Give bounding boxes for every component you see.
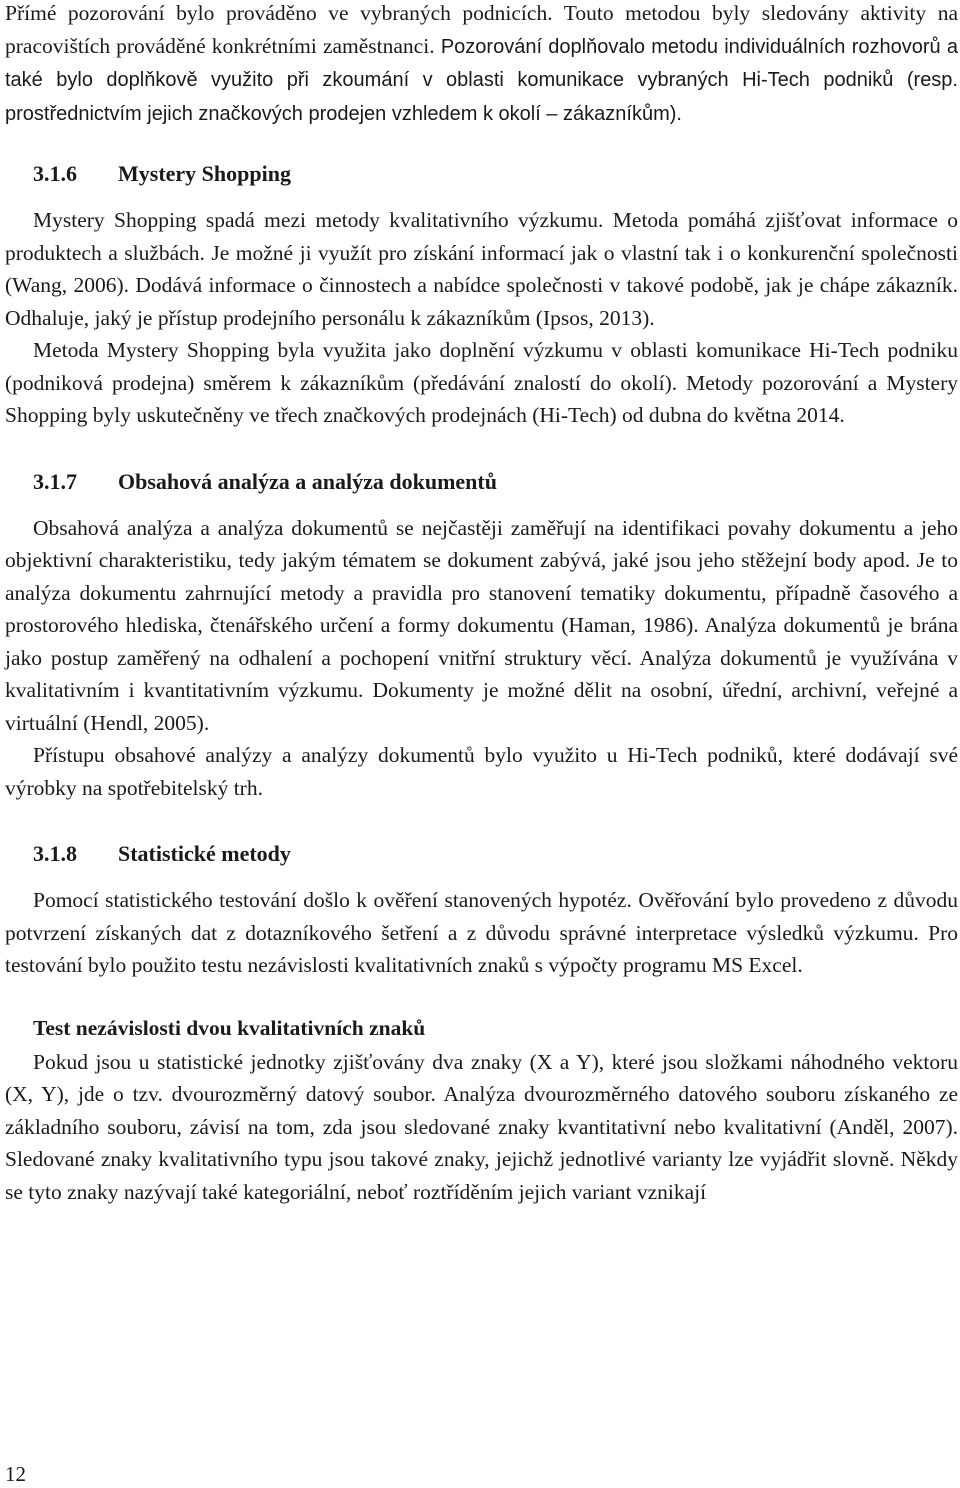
section-number: 3.1.6 — [33, 161, 77, 186]
intro-paragraph — [5, 0, 958, 130]
section-heading-3-1-7 — [33, 466, 958, 498]
mystery-shopping-paragraph-2: Metoda Mystery Shopping byla využita jako doplnění výzkumu v oblasti komunikace Hi-Tech podniku (podniková prodejna) směrem k zákazníkům (předávání znalostí do okolí). Metody pozorování a Mystery Shopping byly uskutečněny ve třech značkových prodejnách (Hi-Tech) od dubna do května 2014. — [5, 338, 958, 427]
section-title: Obsahová analýza a analýza dokumentů — [118, 468, 497, 494]
section-title: Mystery Shopping — [118, 161, 291, 186]
independence-test-paragraph: Pokud jsou u statistické jednotky zjišťovány dva znaky (X a Y), které jsou složkami náhodného vektoru (X, Y), jde o tzv. dvourozměrný datový soubor. Analýza dvourozměrného datového souboru získaného ze základního souboru, závisí na tom, zda jsou sledované znaky kvantitativní nebo kvalitativní (Anděl, 2007). Sledované znaky kvalitativního typu jsou takové znaky, jejichž jednotlivé varianty lze vyjádřit slovně. Někdy se tyto znaky nazývají také kategoriální, neboť roztříděním jejich variant vznikají — [5, 1049, 958, 1204]
content-analysis-paragraph-2: Přístupu obsahové analýzy a analýzy dokumentů bylo využito u Hi-Tech podniků, které dodávají své výrobky na spotřebitelský trh. — [5, 743, 958, 800]
document-page — [5, 0, 958, 1208]
section-heading-3-1-8 — [33, 838, 958, 870]
mystery-shopping-paragraph-1: Mystery Shopping spadá mezi metody kvalitativního výzkumu. Metoda pomáhá zjišťovat informace o produktech a službách. Je možné ji využít pro získání informací jak o vlastní tak i o konkurenční společnosti (Wang, 2006). Dodává informace o činnostech a nabídce společnosti v takové podobě, jak je chápe zákazník. Odhaluje, jaký je přístup prodejního personálu k zákazníkům (Ipsos, 2013). — [5, 208, 958, 330]
section-title: Statistické metody — [118, 841, 291, 866]
statistics-paragraph-1: Pomocí statistického testování došlo k ověření stanovených hypotéz. Ověřování bylo provedeno z důvodu potvrzení získaných dat z dotazníkového šetření a z důvodu správné interpretace výsledků výzkumu. Pro testování bylo použito testu nezávislosti kvalitativních znaků s výpočty programu MS Excel. — [5, 888, 958, 977]
subsection-heading: Test nezávislosti dvou kvalitativních znaků — [33, 1015, 426, 1040]
section-number: 3.1.8 — [33, 841, 77, 866]
intro-sentence-2: Pozorování doplňovalo metodu individuálních rozhovorů a také bylo doplňkově využito při zkoumání v oblasti komunikace vybraných Hi-Tech podniků (resp. prostřednictvím jejich značkových prodejen vzhledem k okolí – zákazníkům). — [5, 35, 959, 125]
content-analysis-paragraph-1: Obsahová analýza a analýza dokumentů se nejčastěji zaměřují na identifikaci povahy dokumentu a jeho objektivní charakteristiku, tedy jakým tématem se dokument zabývá, jaké jsou jeho stěžejní body apod. Je to analýza dokumentu zahrnující metody a pravidla pro stanovení tematiky dokumentu, případně časového a prostorového hlediska, čtenářského určení a formy dokumentu (Haman, 1986). Analýza dokumentů je brána jako postup zaměřený na odhalení a pochopení vnitřní struktury věcí. Analýza dokumentů je využívána v kvalitativním i kvantitativním výzkumu. Dokumenty je možné dělit na osobní, úřední, archivní, veřejné a virtuální (Hendl, 2005). — [5, 515, 958, 735]
section-heading-3-1-6 — [33, 158, 958, 190]
page-number: 12 — [5, 1462, 26, 1486]
section-number: 3.1.7 — [33, 468, 77, 494]
intro-sentence-1: Přímé pozorování bylo prováděno ve vybraných podnicích. Touto metodou byly sledovány aktivity na pracovištích prováděné konkrétními zaměstnanci. — [5, 1, 958, 58]
